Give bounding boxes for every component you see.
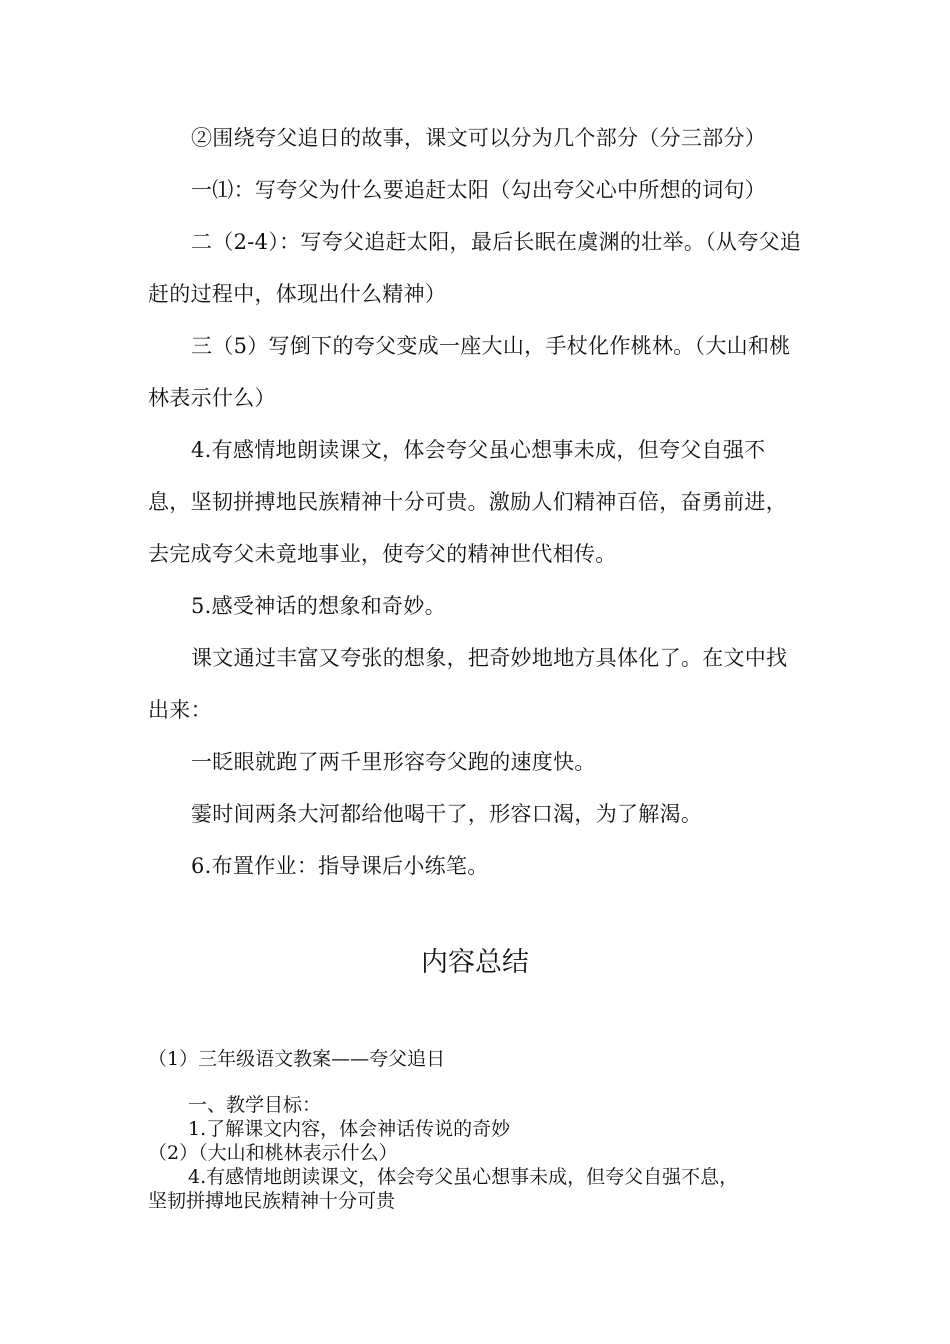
- paragraph-imagination: 课文通过丰富又夸张的想象，把奇妙地地方具体化了。在文中找出来：: [148, 646, 788, 722]
- paragraph-parts-question: ②围绕夸父追日的故事，课文可以分为几个部分（分三部分）: [191, 126, 767, 150]
- summary-line-understand: 1.了解课文内容，体会神话传说的奇妙: [188, 1118, 511, 1140]
- paragraph-step-4: 4.有感情地朗读课文，体会夸父虽心想事未成，但夸父自强不息，坚韧拼搏地民族精神十分可贵。激励人们精神百倍，奋勇前进，去完成夸父未竟地事业，使夸父的精神世代相传。: [148, 438, 787, 566]
- summary-line-item-2: （2）（大山和桃林表示什么）: [148, 1142, 398, 1164]
- paragraph-part-three: 三（5）写倒下的夸父变成一座大山，手杖化作桃林。（大山和桃林表示什么）: [148, 334, 791, 410]
- paragraph-step-6: 6.布置作业：指导课后小练笔。: [191, 854, 489, 878]
- summary-block: [148, 1093, 808, 1213]
- paragraph-example-speed: 一眨眼就跑了两千里形容夸父跑的速度快。: [191, 750, 596, 774]
- paragraph-part-one: 一⑴：写夸父为什么要追赶太阳（勾出夸父心中所想的词句）: [191, 178, 767, 202]
- summary-line-spirit: 坚韧拼搏地民族精神十分可贵: [148, 1190, 396, 1212]
- lesson-body: [148, 112, 808, 892]
- paragraph-step-5: 5.感受神话的想象和奇妙。: [191, 594, 446, 618]
- summary-line-read-aloud: 4.有感情地朗读课文，体会夸父虽心想事未成，但夸父自强不息，: [188, 1166, 739, 1188]
- paragraph-part-two: 二（2-4）：写夸父追赶太阳，最后长眠在虞渊的壮举。（从夸父追赶的过程中，体现出什么精神）: [148, 230, 802, 306]
- summary-section: [148, 1045, 808, 1213]
- summary-heading: 内容总结: [421, 947, 529, 978]
- summary-line-objectives: 一、教学目标：: [188, 1094, 322, 1116]
- paragraph-example-thirst: 霎时间两条大河都给他喝干了，形容口渴，为了解渴。: [191, 802, 703, 826]
- summary-item-1: （1）三年级语文教案——夸父追日: [148, 1048, 446, 1070]
